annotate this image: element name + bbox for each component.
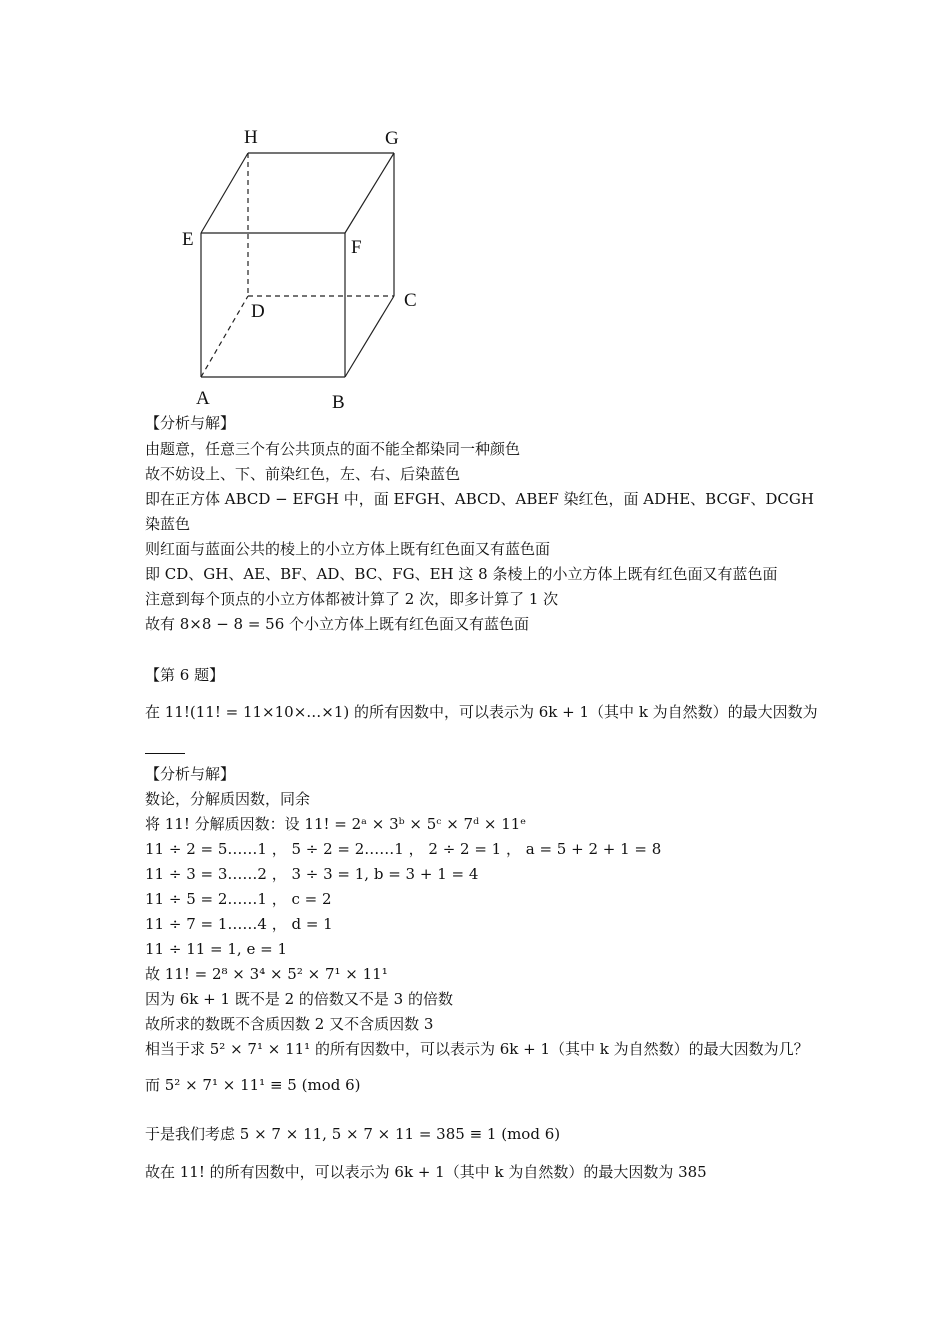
edge-ad	[201, 296, 248, 377]
problem-6-question: 在 11!(11! = 11×10×…×1) 的所有因数中，可以表示为 6k + 1（其中 k 为自然数）的最大因数为	[145, 703, 818, 721]
solution-line: 因为 6k + 1 既不是 2 的倍数又不是 3 的倍数	[145, 990, 453, 1008]
solution-line: 11 ÷ 7 = 1……4 ， d = 1	[145, 915, 333, 933]
analysis-line: 则红面与蓝面公共的棱上的小立方体上既有红色面又有蓝色面	[145, 540, 551, 558]
vertex-label-a: A	[196, 388, 210, 409]
vertex-label-h: H	[244, 127, 258, 148]
problem-6-heading: 【第 6 题】	[145, 666, 225, 684]
analysis-line: 故不妨设上、下、前染红色，左、右、后染蓝色	[145, 465, 461, 483]
vertex-label-b: B	[332, 392, 345, 413]
solution-line: 于是我们考虑 5 × 7 × 11, 5 × 7 × 11 = 385 ≡ 1 (mod 6)	[145, 1125, 561, 1143]
vertex-label-f: F	[351, 237, 362, 258]
analysis-line: 由题意，任意三个有公共顶点的面不能全都染同一种颜色	[145, 440, 521, 458]
solution-line: 而 5² × 7¹ × 11¹ ≡ 5 (mod 6)	[145, 1076, 361, 1094]
solution-line: 故 11! = 2⁸ × 3⁴ × 5² × 7¹ × 11¹	[145, 965, 388, 983]
vertex-label-d: D	[251, 301, 265, 322]
analysis-line: 故有 8×8 − 8 = 56 个小立方体上既有红色面又有蓝色面	[145, 615, 530, 633]
edge-cb	[345, 296, 394, 377]
solution-line: 11 ÷ 5 = 2……1 ， c = 2	[145, 890, 332, 908]
analysis-heading-2: 【分析与解】	[145, 765, 236, 783]
answer-blank	[145, 753, 185, 754]
solution-conclusion: 故在 11! 的所有因数中，可以表示为 6k + 1（其中 k 为自然数）的最大因数为 385	[145, 1163, 707, 1181]
analysis-line: 即在正方体 ABCD − EFGH 中，面 EFGH、ABCD、ABEF 染红色，面 ADHE、BCGF、DCGH	[145, 490, 814, 508]
analysis-line: 染蓝色	[145, 515, 191, 533]
solution-line: 11 ÷ 11 = 1, e = 1	[145, 940, 287, 958]
analysis-line: 注意到每个顶点的小立方体都被计算了 2 次，即多计算了 1 次	[145, 590, 559, 608]
vertex-label-g: G	[385, 128, 399, 149]
solution-line: 11 ÷ 3 = 3……2 ， 3 ÷ 3 = 1, b = 3 + 1 = 4	[145, 865, 479, 883]
solution-line: 将 11! 分解质因数：设 11! = 2ᵃ × 3ᵇ × 5ᶜ × 7ᵈ × 11ᵉ	[145, 815, 527, 833]
edge-gf	[345, 153, 394, 233]
analysis-heading-1: 【分析与解】	[145, 414, 236, 432]
analysis-line: 即 CD、GH、AE、BF、AD、BC、FG、EH 这 8 条棱上的小立方体上既有红色面又有蓝色面	[145, 565, 778, 583]
solution-line: 故所求的数既不含质因数 2 又不含质因数 3	[145, 1015, 434, 1033]
vertex-label-e: E	[182, 229, 194, 250]
solution-line: 11 ÷ 2 = 5……1 ， 5 ÷ 2 = 2……1 ， 2 ÷ 2 = 1 ， a = 5 + 2 + 1 = 8	[145, 840, 662, 858]
edge-eh	[201, 153, 248, 233]
solution-line: 数论，分解质因数，同余	[145, 790, 311, 808]
cube-diagram	[170, 115, 440, 415]
vertex-label-c: C	[404, 290, 417, 311]
solution-line: 相当于求 5² × 7¹ × 11¹ 的所有因数中，可以表示为 6k + 1（其中 k 为自然数）的最大因数为几？	[145, 1040, 809, 1058]
